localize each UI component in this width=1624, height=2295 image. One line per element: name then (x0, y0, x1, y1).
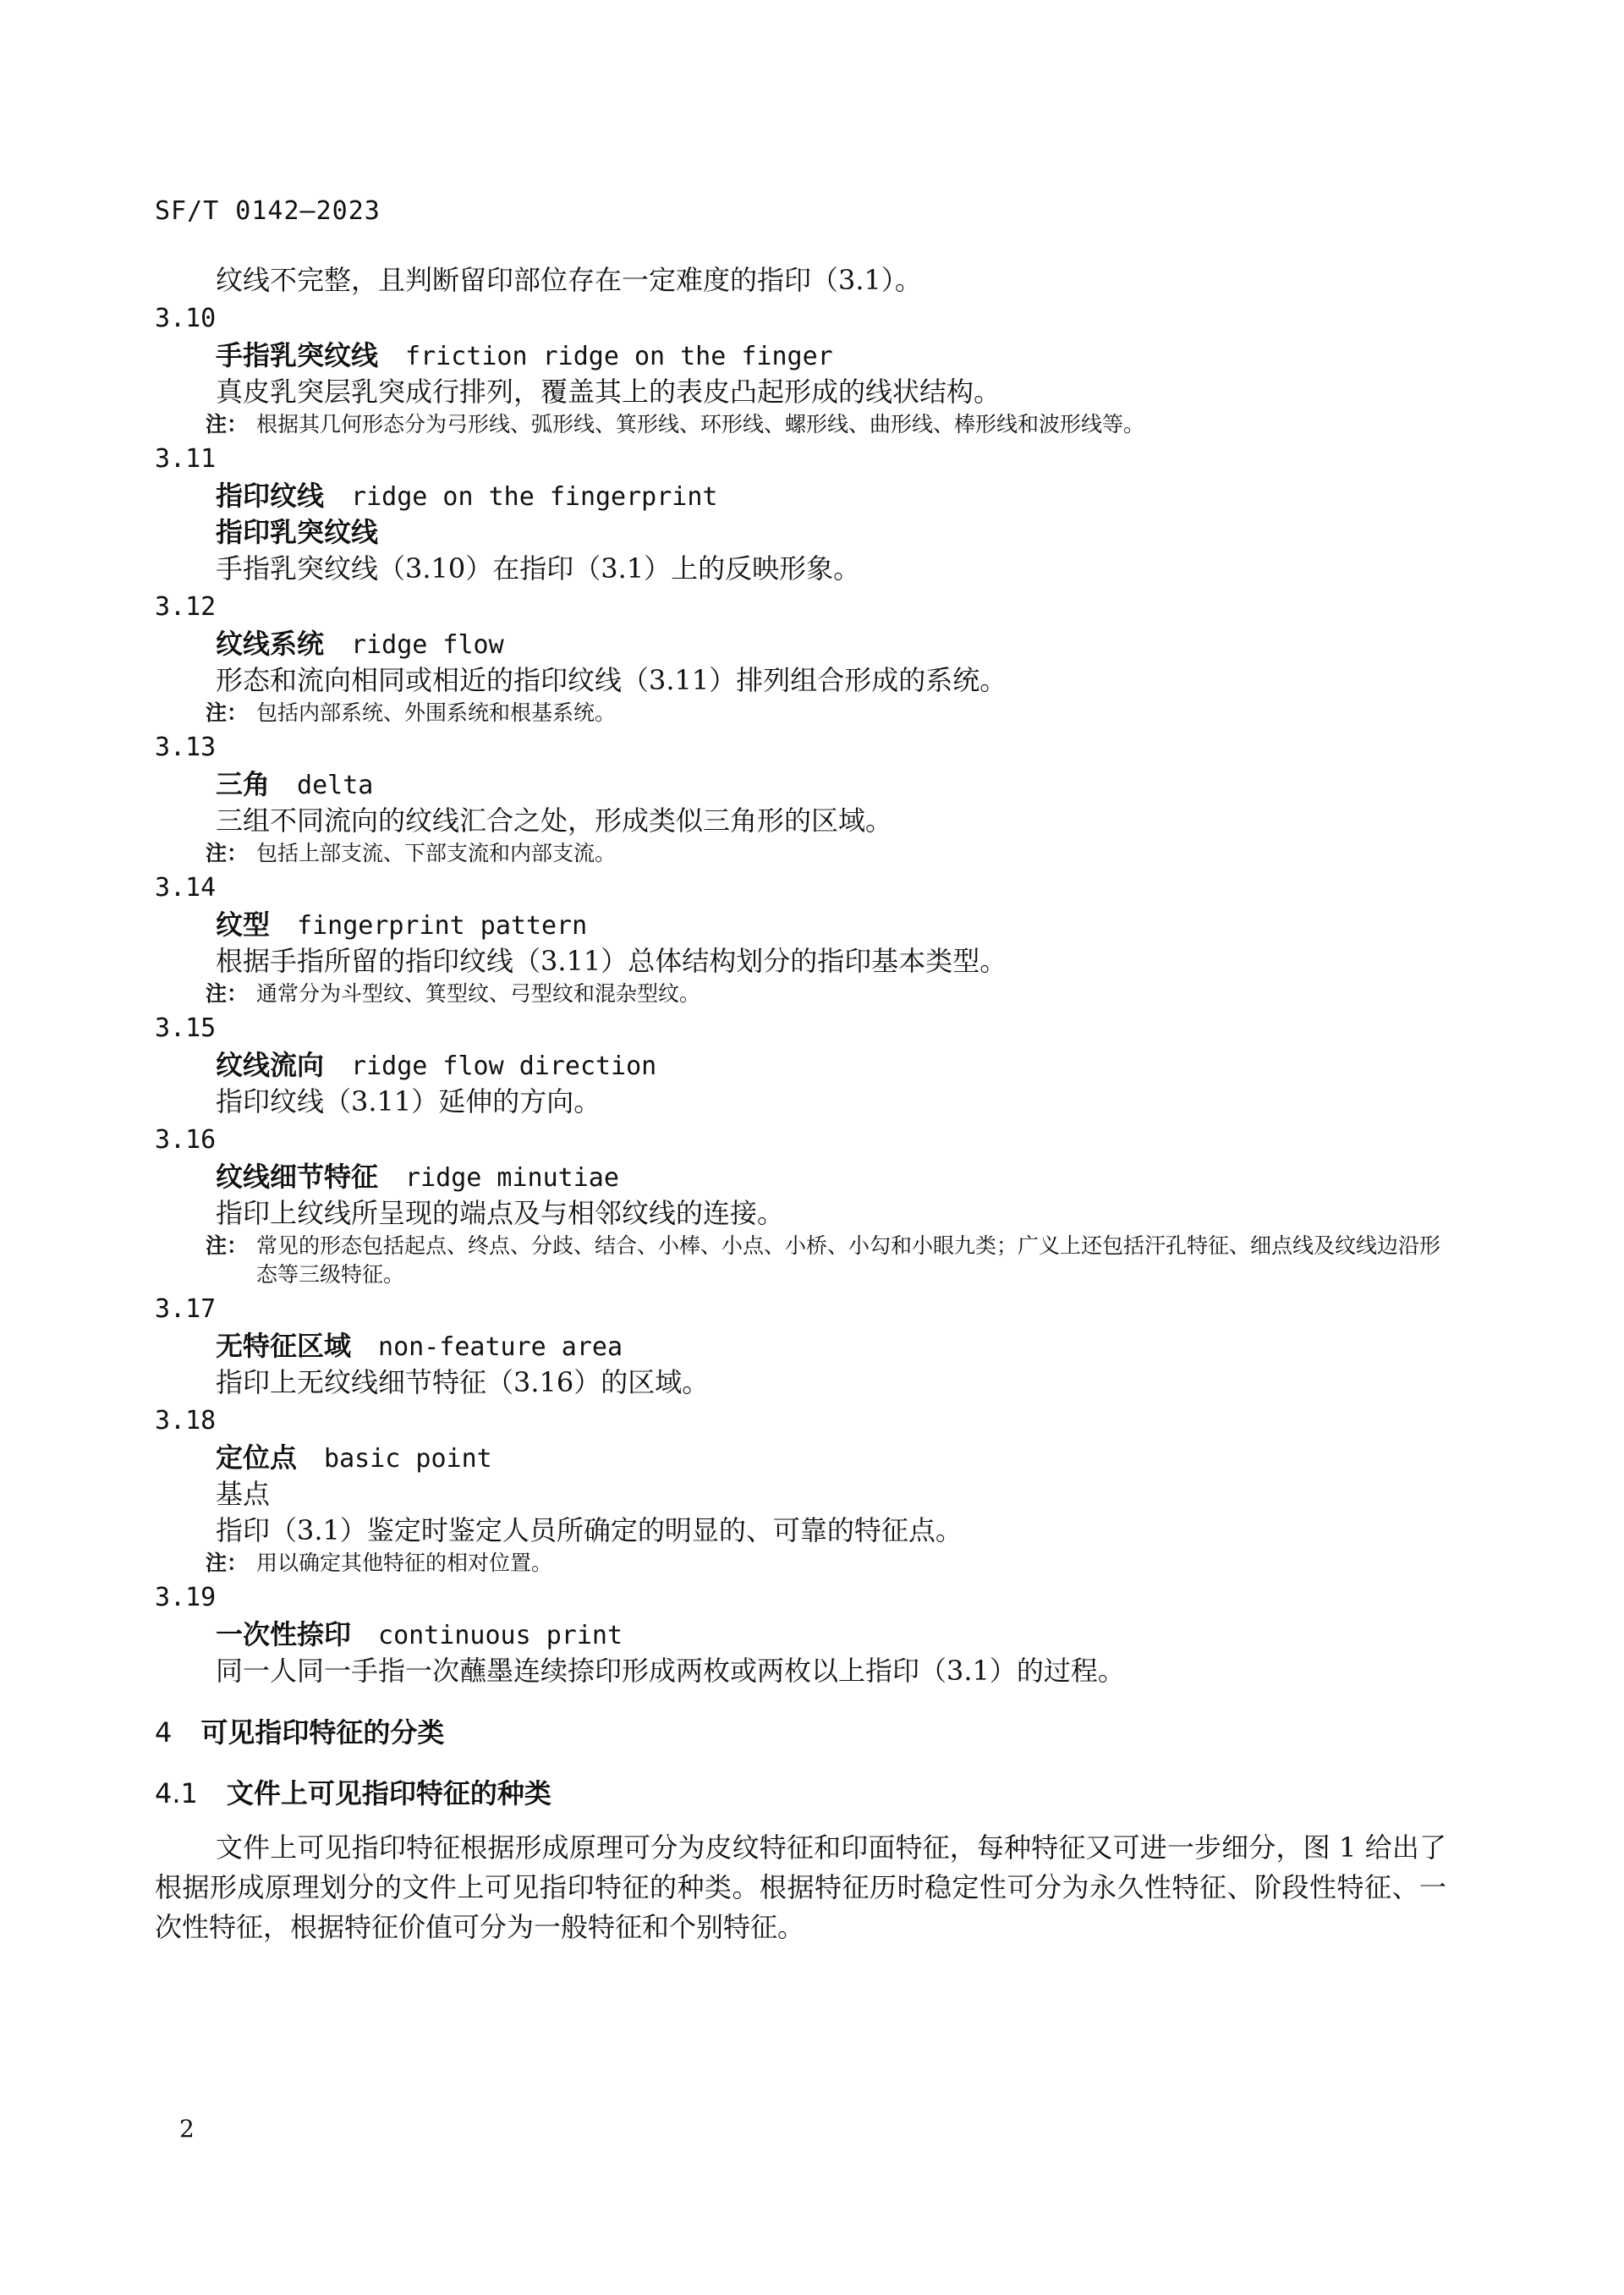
note-text: 包括上部支流、下部支流和内部支流。 (256, 841, 617, 865)
term-definition: 手指乳突纹线（3.10）在指印（3.1）上的反映形象。 (216, 552, 861, 585)
term-chinese: 一次性捺印 (216, 1618, 352, 1650)
term-entry (155, 441, 1446, 587)
term-number: 3.12 (155, 592, 217, 622)
term-heading (216, 1327, 1446, 1364)
term-number: 3.18 (155, 1406, 217, 1436)
term-note (206, 1549, 1446, 1578)
note-label: 注： (206, 981, 249, 1006)
section-title: 可见指印特征的分类 (200, 1716, 445, 1749)
term-english: non-feature area (378, 1332, 623, 1362)
term-definition: 形态和流向相同或相近的指印纹线（3.11）排列组合形成的系统。 (216, 664, 1007, 696)
term-number: 3.10 (155, 304, 217, 333)
term-heading (216, 477, 1446, 514)
term-chinese: 纹线流向 (216, 1049, 325, 1081)
term-heading (216, 1046, 1446, 1084)
term-note (206, 699, 1446, 727)
term-entry (155, 1291, 1446, 1401)
term-chinese: 纹型 (216, 909, 271, 941)
term-english: delta (297, 771, 374, 800)
term-chinese: 三角 (216, 768, 271, 800)
note-text: 包括内部系统、外围系统和根基系统。 (256, 700, 617, 725)
term-chinese: 指印纹线 (216, 480, 325, 512)
term-english: ridge flow (351, 630, 504, 660)
term-entry (155, 589, 1446, 727)
term-heading (216, 1616, 1446, 1653)
page-number: 2 (179, 2115, 195, 2143)
term-chinese: 手指乳突纹线 (216, 339, 379, 371)
document-body (155, 262, 1446, 1947)
term-heading (216, 1158, 1446, 1195)
term-number: 3.14 (155, 873, 217, 903)
term-number: 3.11 (155, 444, 217, 474)
term-chinese: 纹线细节特征 (216, 1161, 379, 1193)
term-english: friction ridge on the finger (405, 342, 833, 371)
standard-id: SF/T 0142—2023 (155, 196, 381, 226)
section-number: 4 (155, 1716, 173, 1749)
term-entry (155, 1010, 1446, 1120)
term-note (206, 980, 1446, 1008)
note-label: 注： (206, 841, 249, 865)
term-english: ridge minutiae (405, 1163, 619, 1193)
subsection-number: 4.1 (155, 1777, 198, 1809)
note-label: 注： (206, 1551, 249, 1575)
section-heading (155, 1711, 1446, 1754)
term-entry (155, 1122, 1446, 1289)
note-text: 常见的形态包括起点、终点、分歧、结合、小棒、小点、小桥、小勾和小眼九类；广义上还包括汗孔特征、细点线及纹线边沿形态等三级特征。 (256, 1233, 1441, 1287)
term-number: 3.15 (155, 1013, 217, 1043)
term-definition: 根据手指所留的指印纹线（3.11）总体结构划分的指印基本类型。 (216, 945, 1007, 977)
note-text: 用以确定其他特征的相对位置。 (256, 1551, 553, 1575)
body-paragraph: 文件上可见指印特征根据形成原理可分为皮纹特征和印面特征，每种特征又可进一步细分，图 1 给出了根据形成原理划分的文件上可见指印特征的种类。根据特征历时稳定性可分为永久性特征、阶段性特征、一次性特征，根据特征价值可分为一般特征和个别特征。 (155, 1831, 1446, 1943)
term-heading (216, 766, 1446, 803)
term-synonym: 指印乳突纹线 (216, 516, 379, 548)
term-definition: 指印上纹线所呈现的端点及与相邻纹线的连接。 (216, 1197, 785, 1229)
term-chinese: 无特征区域 (216, 1330, 352, 1362)
term-note (206, 1232, 1446, 1289)
term-definition: 指印纹线（3.11）延伸的方向。 (216, 1085, 601, 1117)
term-english: continuous print (378, 1621, 623, 1650)
term-list (155, 300, 1446, 1689)
note-text: 通常分为斗型纹、箕型纹、弓型纹和混杂型纹。 (256, 981, 701, 1006)
note-label: 注： (206, 412, 249, 436)
term-note (206, 410, 1446, 439)
term-number: 3.16 (155, 1125, 217, 1155)
term-note (206, 839, 1446, 868)
term-entry (155, 1579, 1446, 1689)
term-chinese: 定位点 (216, 1441, 298, 1474)
note-label: 注： (206, 700, 249, 725)
intro-line: 纹线不完整，且判断留印部位存在一定难度的指印（3.1）。 (216, 264, 922, 296)
term-heading (216, 1439, 1446, 1476)
term-number: 3.13 (155, 733, 217, 762)
term-number: 3.17 (155, 1294, 217, 1324)
term-definition: 三组不同流向的纹线汇合之处，形成类似三角形的区域。 (216, 804, 893, 837)
term-entry (155, 729, 1446, 868)
term-definition: 真皮乳突层乳突成行排列，覆盖其上的表皮凸起形成的线状结构。 (216, 376, 1001, 408)
term-definition: 指印上无纹线细节特征（3.16）的区域。 (216, 1366, 710, 1398)
term-heading (216, 625, 1446, 662)
term-synonym: 基点 (216, 1478, 271, 1510)
term-entry (155, 300, 1446, 439)
term-english: fingerprint pattern (297, 911, 588, 941)
term-definition: 指印（3.1）鉴定时鉴定人员所确定的明显的、可靠的特征点。 (216, 1514, 963, 1546)
term-heading (216, 906, 1446, 943)
term-chinese: 纹线系统 (216, 628, 325, 660)
term-entry (155, 870, 1446, 1008)
term-entry (155, 1403, 1446, 1578)
note-text: 根据其几何形态分为弓形线、弧形线、箕形线、环形线、螺形线、曲形线、棒形线和波形线等。 (256, 412, 1145, 436)
term-number: 3.19 (155, 1583, 217, 1612)
term-english: ridge flow direction (351, 1051, 657, 1081)
subsection-title: 文件上可见指印特征的种类 (226, 1777, 551, 1809)
note-label: 注： (206, 1233, 249, 1258)
term-heading (216, 337, 1446, 374)
term-english: ridge on the fingerprint (351, 482, 718, 512)
term-english: basic point (324, 1444, 492, 1474)
term-definition: 同一人同一手指一次蘸墨连续捺印形成两枚或两枚以上指印（3.1）的过程。 (216, 1655, 1125, 1687)
subsection-heading (155, 1772, 1446, 1815)
